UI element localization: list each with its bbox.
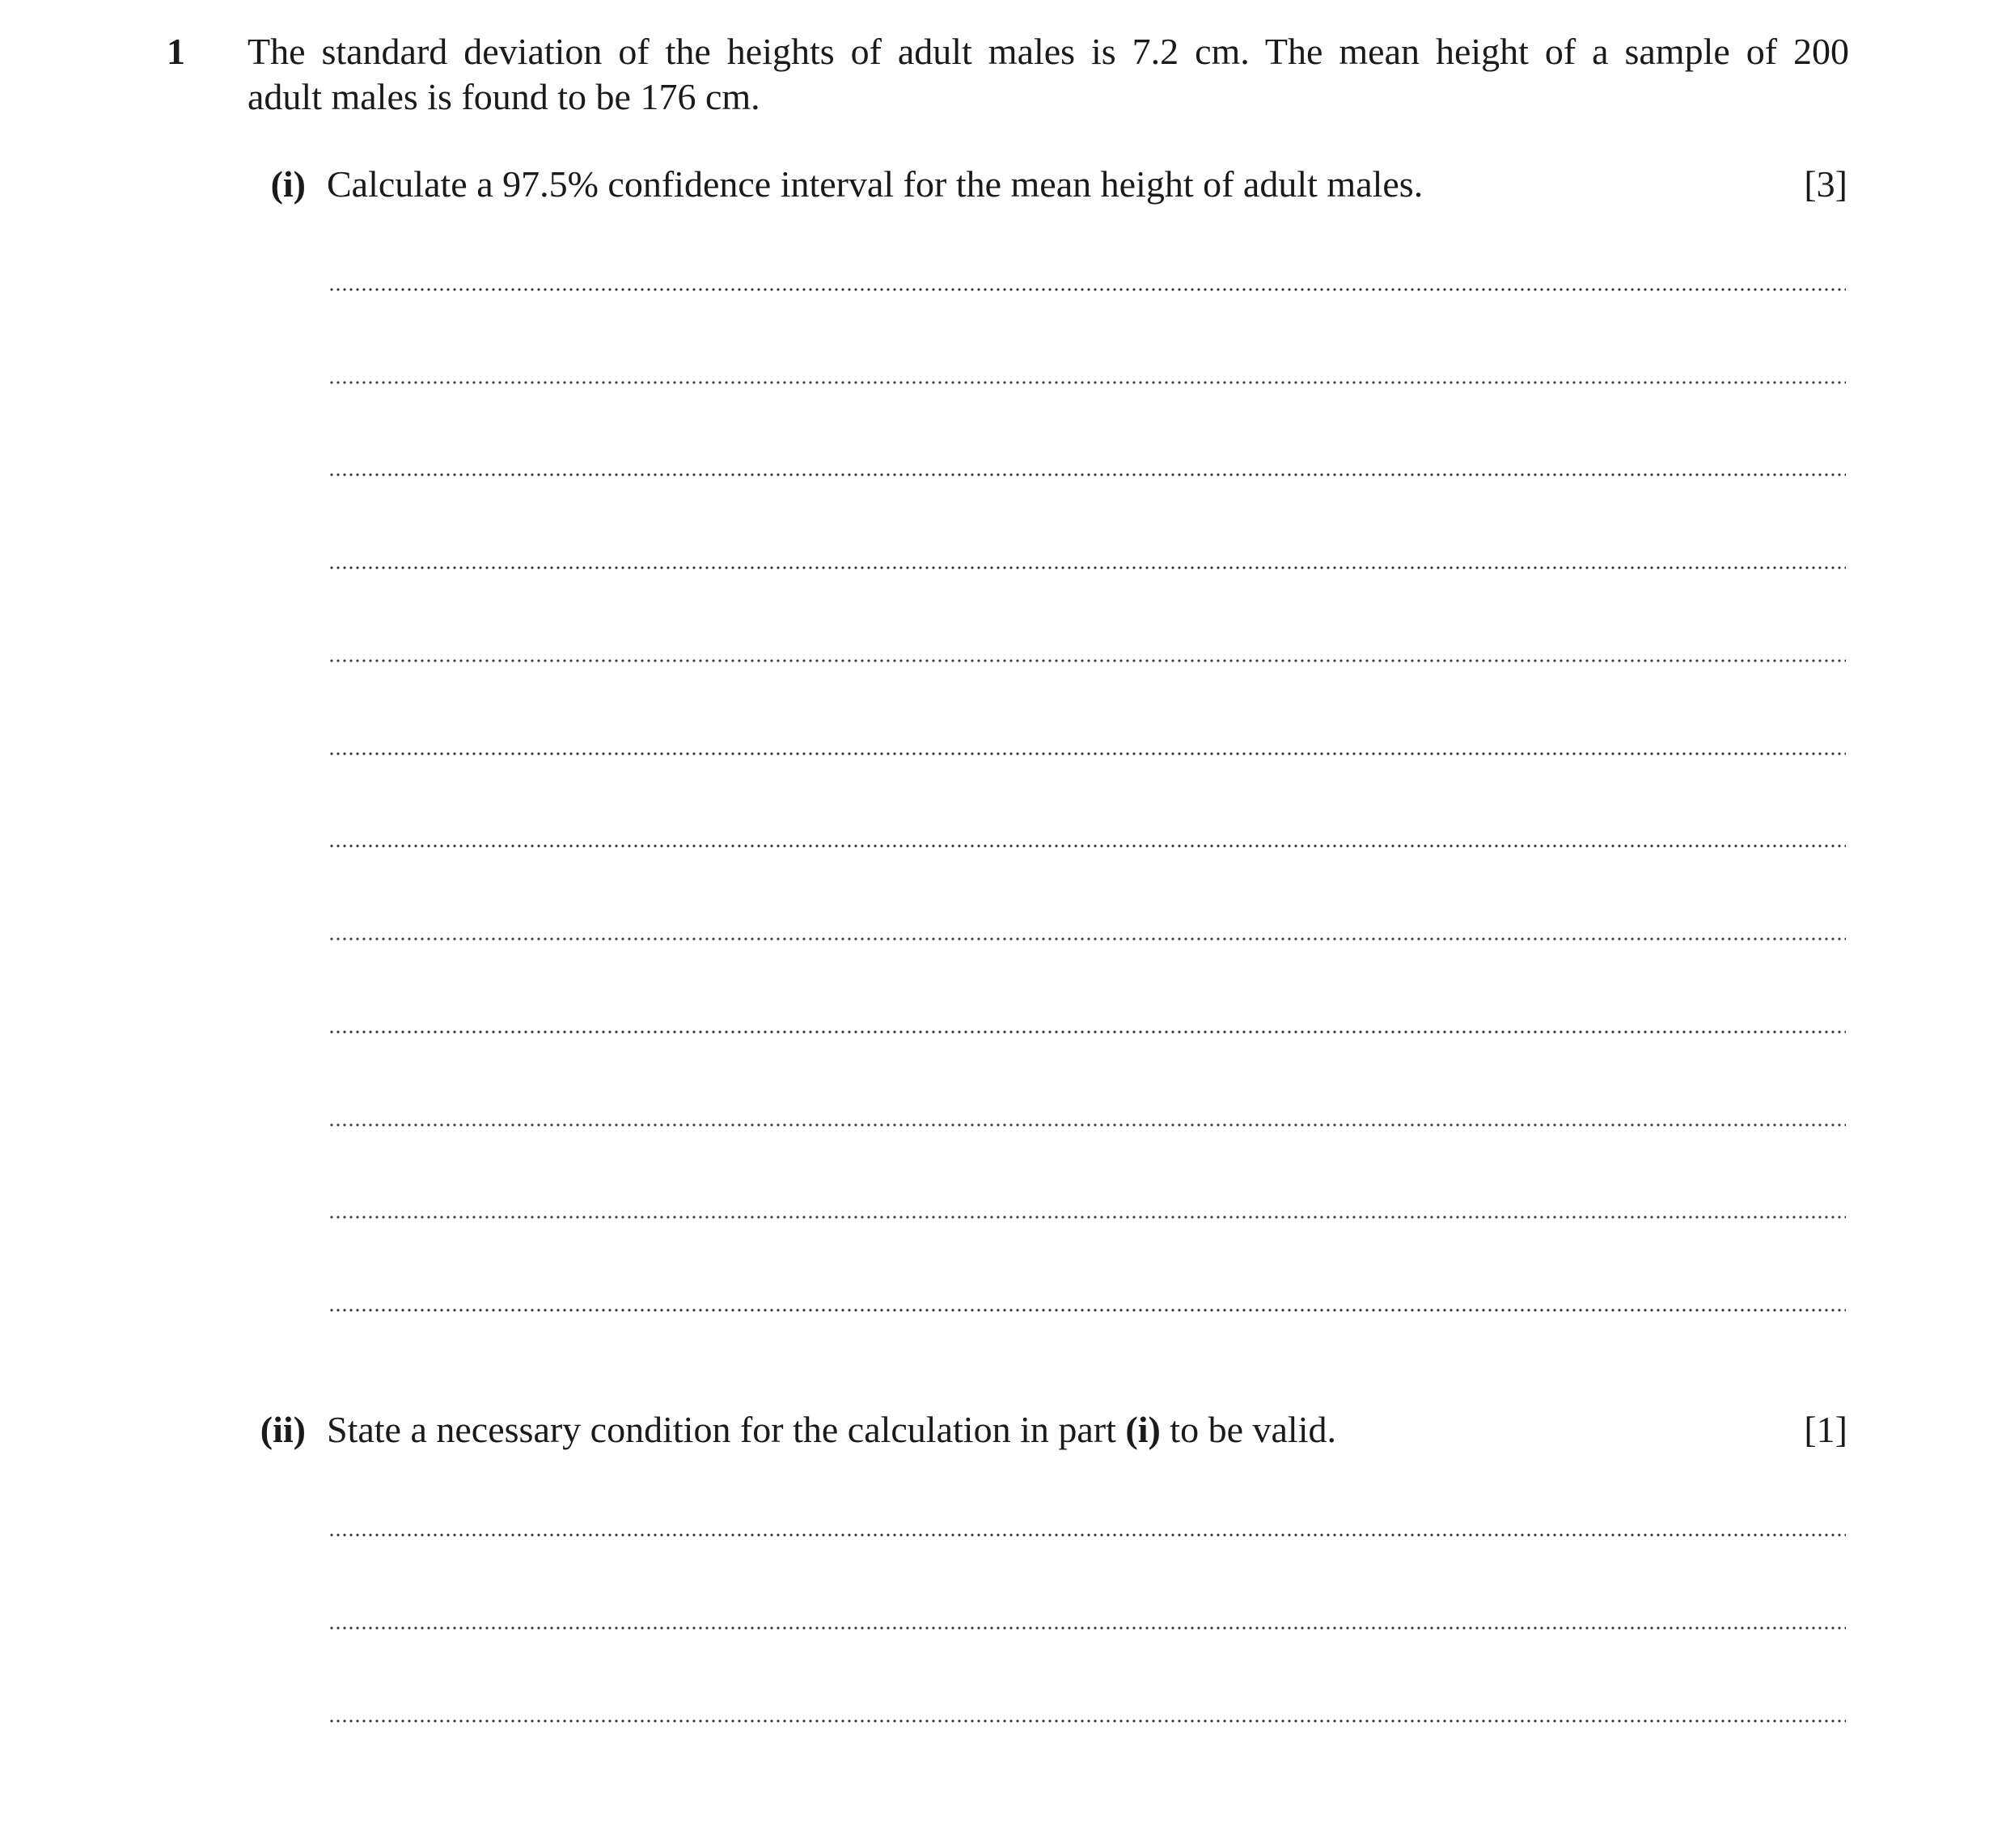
part-ii-text-after: to be valid.	[1160, 1409, 1336, 1450]
part-ii-text	[327, 1407, 1336, 1453]
part-i-text: Calculate a 97.5% confidence interval for the mean height of adult males.	[327, 163, 1424, 205]
answer-line-i-1[interactable]	[328, 288, 1846, 291]
question-stem-line-2: adult males is found to be 176 cm.	[248, 76, 760, 117]
part-ii-marks: [1]	[1804, 1409, 1847, 1450]
answer-line-ii-2[interactable]	[328, 1626, 1846, 1630]
question-number: 1	[167, 31, 185, 72]
answer-line-i-4[interactable]	[328, 566, 1846, 569]
answer-line-ii-3[interactable]	[328, 1719, 1846, 1723]
answer-line-i-6[interactable]	[328, 752, 1846, 755]
answer-line-i-12[interactable]	[328, 1309, 1846, 1312]
question-stem	[248, 29, 1849, 120]
answer-line-i-11[interactable]	[328, 1216, 1846, 1219]
answer-line-i-7[interactable]	[328, 844, 1846, 848]
answer-line-i-5[interactable]	[328, 659, 1846, 662]
question-stem-line-1: The standard deviation of the heights of adult males is 7.2 cm. The mean height of a sample of 200	[248, 31, 1849, 72]
answer-line-i-9[interactable]	[328, 1030, 1846, 1034]
answer-line-i-3[interactable]	[328, 473, 1846, 476]
answer-line-i-2[interactable]	[328, 381, 1846, 384]
part-ii-text-before: State a necessary condition for the calculation in part	[327, 1409, 1126, 1450]
part-ii-label: (ii)	[260, 1409, 306, 1450]
part-ii	[0, 1407, 2006, 1456]
answer-line-i-10[interactable]	[328, 1123, 1846, 1127]
answer-line-i-8[interactable]	[328, 937, 1846, 941]
part-i	[0, 162, 2006, 210]
part-i-marks: [3]	[1804, 163, 1847, 205]
part-ii-text-bold: (i)	[1125, 1409, 1161, 1450]
answer-line-ii-1[interactable]	[328, 1533, 1846, 1537]
part-i-label: (i)	[270, 163, 306, 205]
